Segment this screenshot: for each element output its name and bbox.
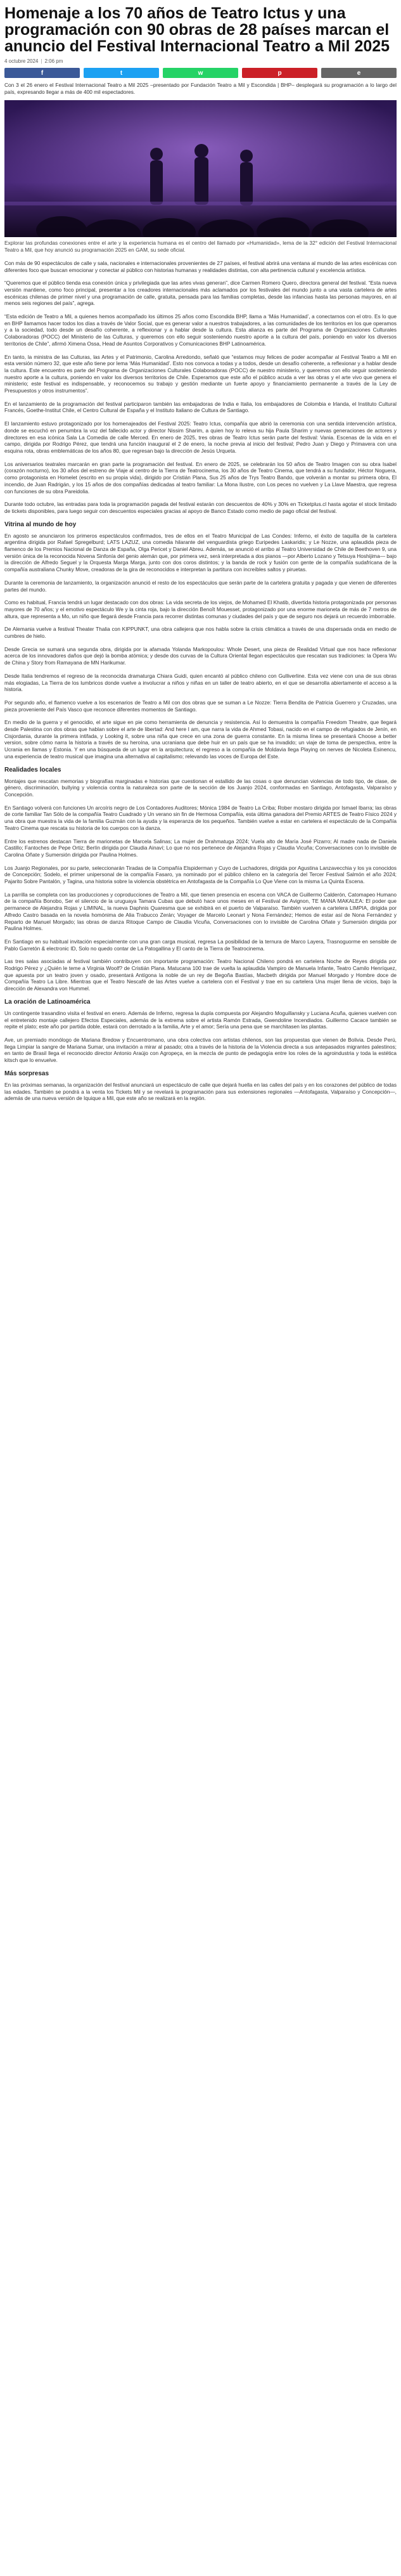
article-lead: Con 3 el 26 enero el Festival Internacional Teatro a Mil 2025 –presentado por Fundación Teatro a Mil y Escondida | BHP– desplegará su programación a lo largo del país, expresando llegar a más de 400 mil espectadores. <box>4 82 397 95</box>
twitter-icon: t <box>120 69 123 77</box>
article-meta <box>4 58 397 64</box>
facebook-share-button[interactable] <box>4 68 80 78</box>
share-bar <box>4 68 397 78</box>
body-paragraph: El lanzamiento estuvo protagonizado por los homenajeados del Festival 2025: Teatro Ictus, compañía que abrió la ceremonia con una sentida intervención artística, donde se escuchó en penumbra la voz del fallecido actor y director Nissim Sharim, a quien hoy lo releva su hija Paula Sharim y nuevas generaciones de actores y directores en esa icónica Sala La Comedia de calle Merced. En enero de 2025, tres obras de Teatro Ictus serán parte del festival: Vania. Escenas de la vida en el campo, dirigida por Rodrigo Pérez, que tendrá una función inaugural el 2 de enero, la noche previa al inicio del festival; Pedro Juan y Diego y Primavera con una esquina rota, obras emblemáticas de los años 80, que regresan bajo la dirección de Jesús Urqueta. <box>4 420 397 454</box>
body-paragraph: De Alemania vuelve a festival Theater Thalia con KIPPUNKT, una obra callejera que nos habla sobre la crisis climática a través de una dispersada onda en medio de cumbres de hielo. <box>4 626 397 640</box>
whatsapp-icon: w <box>198 69 203 77</box>
body-paragraph: Como es habitual, Francia tendrá un lugar destacado con dos obras: La vida secreta de los viejos, de Mohamed El Khatib, divertida historia protagonizada por personas mayores de 70 años; y el emotivo espectáculo We y la cinta roja, bajo la dirección Benoît Mouesset, protagonizado por una enorme marioneta de más de 7 metros de altura, que representa a Mo, un niño que llegará desde Francia para recorrer distintas comunas y ciudades del país y que de seguro nos dejará un recuerdo imborrable. <box>4 599 397 619</box>
article-title: Homenaje a los 70 años de Teatro Ictus y una programación con 90 obras de 28 países marcan el anuncio del Festival Internacional Teatro a Mil 2025 <box>4 4 390 55</box>
body-paragraph: Los Juanjo Regionales, por su parte, seleccionarán Tiradas de la Compañía Elspiderman y Cuyo de Luchadores, dirigida por Agustina Lanzavecchia y los ya conocidos de Concepción; Sodelo, el primer unipersonal de la compañía Fasaro, ya nominado por el público chileno en la categoría del Tercer Festival Salmón el año 2024; Pajarito Sobre Pantalón, y Tagina, una historia sobre la violencia obstétrica en Antofagasta de la Compañía Lo Que Viene con la misma La Quinta Escena. <box>4 864 397 885</box>
body-paragraph: Desde Grecia se sumará una segunda obra, dirigida por la afamada Yolanda Markopoulou: Whole Desert, una pieza de Realidad Virtual que nos hace reflexionar acerca de los innovadores daños que dejó la bomba atómica; y desde dos curvas de la Cultura Oriental llegan espectáculos que rescatan sus tradiciones: la Opera Wu de China y Story from Ramayana de MN Harikumar. <box>4 645 397 666</box>
body-paragraph: Las tres salas asociadas al festival también contribuyen con importante programación: Teatro Nacional Chileno pondrá en cartelera Noche de Reyes dirigida por Rodrigo Pérez y ¿Quién le teme a Virginia Woolf? de Cristián Plana. Matucana 100 trae de vuelta la aplaudida Vampiro de Manuela Infante, Teatro Camilo Henríquez, que apuesta por un teatro joven y osado, presentará Antígona la noble de un rey de Begoña Bastías, Macbeth dirigida por Manuel Morgado y Hombre doce de Compañía Teatro La Libre. Mientras que el Teatro Nescafé de las Artes vuelve a cartelera con el Festival y trae en su cartelera Una mujer llena de vicios, bajo la dirección de Alexandra von Hummel. <box>4 958 397 992</box>
body-paragraph: “Queremos que el público tienda esa conexión única y privilegiada que las artes vivas generan”, dice Carmen Romero Quero, directora general del festival. “Esta nueva versión mantiene, como foco principal, presentar a los creadores internacionales más aclamados por los festivales del mundo junto a una vasta cartelera de artes escénicas chilenas de primer nivel y una programación de calle, gratuita, pensada para las familias completas, desde las infancias hasta las personas mayores, en al menos seis regiones del país”, agrega. <box>4 280 397 307</box>
article-time: 2:06 pm <box>44 58 63 64</box>
pinterest-icon: p <box>277 69 282 77</box>
section-heading-world: Vitrina al mundo de hoy <box>4 521 77 528</box>
hero-caption: Explorar las profundas conexiones entre el arte y la experiencia humana es el centro del llamado por «Humanidad», lema de la 32° edición del Festival Internacional Teatro a Mil, que hoy anunció su programación 2025 en GAM, su sede oficial. <box>4 240 397 254</box>
body-paragraph: “Esta edición de Teatro a Mil, a quienes hemos acompañado los últimos 25 años como Escondida BHP, llama a ‘Más Humanidad’, a conectarnos con el otro. Es lo que en BHP llamamos hacer todos los días a través de Valor Social, que es generar valor a nuestros trabajadores, a las comunidades de los territorios en los que operamos y a la sociedad, todo desde un desafío coherente, a reflexionar y a hablar desde la cultura. Esta alianza es parte del Programa de Organizaciones Culturales Colaboradoras (POCC) del Ministerio de las Culturas, y queremos con ello seguir sosteniendo nuestro aporte a la cultura del país, poniendo en valor los diversos territorios de Chile”, afirmó Ximena Ossa, Head de Asuntos Corporativos y Comunicaciones BHP Latinoamérica. <box>4 313 397 347</box>
meta-separator: | <box>41 58 42 64</box>
body-paragraph: En agosto se anunciaron los primeros espectáculos confirmados, tres de ellos en el Teatro Municipal de Las Condes: Inferno, el éxito de taquilla de la cartelera argentina dirigida por Rafael Spregelburd; LATS LAZUZ, una comedia hilarante del venguardista griego Euripedes Laskaridis; y Le Nozze, una aplaudida pieza de flamenco de los Premios Nacional de Danza de España, Olga Pericet y Daniel Abreu. Además, se anunció el arribo al Teatro Universidad de Chile de Beethoven 9, una versión única de la reconocida Novena Sinfonía del genio alemán que, por primera vez, será interpretada a dos pianos —por Alberto Lozano y Tetsuya Hoshijima— bajo la dirección de Alfredo Seguel y la Orquesta Marga Marga, junto con dos coros distintos; y la banda de rock y fusión con gente de la compañía sudafricana de la compañía australiana Chunky Move, creadoras de la gira de reconocidos e interpretan la partitura con increíbles saltos y piruetas. <box>4 532 397 573</box>
section-heading-more: Más sorpresas <box>4 1070 49 1077</box>
body-paragraph: En tanto, la ministra de las Culturas, las Artes y el Patrimonio, Carolina Arredondo, señaló que “estamos muy felices de poder acompañar al Festival Teatro a Mil en esta versión número 32, que este año tiene por lema ‘Más Humanidad’. Esto nos convoca a todas y a todos, desde un desafío coherente, a reflexionar y a hablar desde la cultura. Este encuentro es parte del Programa de Organizaciones Culturales Colaboradoras (POCC) de nuestro ministerio, y queremos con ello seguir sosteniendo nuestro aporte a la cultura, poniendo en valor los diversos territorios de Chile. Esperamos que este año el público acuda a ver las obras y el arte vivo que genera el ministerio; este festival es indispensable, y reconocemos su trabajo y gestión mediante un fuerte apoyo y financiamiento permanente a través de la Ley de Presupuestos y otros instrumentos”. <box>4 353 397 394</box>
body-paragraph: Durante todo octubre, las entradas para toda la programación pagada del festival estarán con descuentos de 40% y 30% en Ticketplus.cl hasta agotar el stock limitado de tickets disponibles, para luego seguir con descuentos especiales gracias al apoyo de Banco Estado como medio de pago oficial del festival. <box>4 501 397 514</box>
body-paragraph: Durante la ceremonia de lanzamiento, la organización anunció el resto de los espectáculos que serán parte de la cartelera gratuita y pagada y que vienen de diferentes partes del mundo. <box>4 579 397 593</box>
hero-image <box>4 100 397 237</box>
body-paragraph: Por segundo año, el flamenco vuelve a los escenarios de Teatro a Mil con dos obras que se suman a Le Nozze: Tierra Bendita de Patricia Guerrero y Cruzadas, una pieza proveniente del País Vasco que reconoce diferentes momentos de Santiago. <box>4 699 397 713</box>
section-heading-local: Realidades locales <box>4 766 61 773</box>
body-paragraph: Montajes que rescatan memorias y biografías marginadas e historias que cuestionan el estallido de las cosas o que denuncian violencias de todo tipo, de clase, de género, discriminación, bullying y violencia contra la naturaleza son parte de la sección de los Juanjo 2024, conformadas en Santiago, Antofagasta, Valparaíso y Concepción. <box>4 777 397 798</box>
facebook-icon: f <box>41 69 44 77</box>
body-paragraph: Desde Italia tendremos el regreso de la reconocida dramaturga Chiara Guidi, quien encantó al público chileno con Gulliverline. Esta vez viene con una de sus obras más elogiadas, La Tierra de los lumbricos donde vuelve a involucrar a niños y niñas en un taller de teatro abierto, en el que se desarrolla abiertamente el acceso a la historia. <box>4 672 397 693</box>
body-paragraph: En Santiago en su habitual invitación especialmente con una gran carga musical, regresa La posibilidad de la ternura de Marco Layera, Trasnoguorme en sensible de Pablo Garretón & electronic ID, Solo no quedo contar de La Patogallina y El canto de la Tierra de Teatrocinema. <box>4 938 397 952</box>
body-paragraph: Ave, un premiado monólogo de Mariana Bredow y Encuentromano, una obra colectiva con artistas chilenos, son las propuestas que vienen de Bolivia. Desde Perú, llega Limpiar la sangre de Mariana Sumar, una invitación a mirar al pasado; otra a través de la historia de la Violencia directa a sus antepasados migrantes palestinos; en tanto de Brasil llega el reconocido director Antonio Araújo con Agropeça, en la mezcla de punto de pedagogía entre los roles de la agroindustria y toda la estética kitsch que lo envuelve. <box>4 1036 397 1064</box>
body-paragraph: Un contingente trasandino visita el festival en enero. Además de Inferno, regresa la dupla compuesta por Alejandro Moguillansky y Luciana Acuña, quienes vuelven con el entretenido montaje callejero Efectos Especiales, además de la extrema sobre el artista Ramón Estrada, Gwendoline Incendiados. Guillermo Cacace también se repite el plato; este año por partida doble, estará con derrotado a la familia, Arte y el amor; Sería una pena que se marchitasen las plantas. <box>4 1009 397 1030</box>
body-paragraph: En las próximas semanas, la organización del festival anunciará un espectáculo de calle que dejará huella en las calles del país y en los corazones del público de todas las edades. También se pondrá a la venta los Tickets Mil y se revelará la programación para sus extensiones regionales —Antofagasta, Valparaíso y Concepción—, además de una nueva versión de Iquique a Mil, que este año se realizará en la región. <box>4 1081 397 1102</box>
whatsapp-share-button[interactable] <box>163 68 238 78</box>
body-paragraph: En el lanzamiento de la programación del festival participaron también las embajadoras de India e Italia, los embajadores de Colombia e Irlanda, el Instituto Cultural Francés, Goethe-Institut Chile, el Centro Cultural de España y el Instituto Italiano de Cultura de Santiago. <box>4 400 397 414</box>
body-paragraph: Los aniversarios teatrales marcarán en gran parte la programación del festival. En enero de 2025, se celebrarán los 50 años de Teatro Imagen con su obra Isabel (corazón nocturno), los 30 años del estreno de Viaje al centro de la Tierra de Teatrocinema, los 30 años de Teatro Cinema, que tendrá a su fundador, Héctor Noguera, como protagonista en Homelet (escrito en su propia vida), dirigido por Cristián Plana, Sus 25 años de Trys Teatro Bando, que volverán a montar su primera obra, El incendio, de Juan Radrigán, y los 15 años de dos compañías dedicadas al teatro familiar: La Mona Ilustre, con Los peces no vuelven y La Llave Maestra, que regresa con funciones de su obra Pareidolia. <box>4 460 397 495</box>
section-heading-latam: La oración de Latinoamérica <box>4 998 91 1006</box>
body-paragraph: Entre los estrenos destacan Tierra de marionetas de Marcela Salinas; La mujer de Drahmatuga 2024; Vuela alto de María José Pizarro; Al madre nada de Daniela Castillo; Fantoches de Pepe Ortiz; Berlín dirigida por Claudia Ainaví; Lo que no nos pertenece de Alejandra Rojas y Claudia Vicuña; Conversaciones con lo invisible de Carolina Oñate y Sumersión dirigida por Paulina Holmes. <box>4 838 397 858</box>
pinterest-share-button[interactable] <box>242 68 317 78</box>
email-share-button[interactable] <box>321 68 397 78</box>
email-icon: e <box>357 69 361 77</box>
body-paragraph: Con más de 90 espectáculos de calle y sala, nacionales e internacionales provenientes de 27 países, el festival abrirá una ventana al mundo de las artes escénicas con diferentes foco que buscan emocionar y conectar al público con historias humanas y realidades distintas, con alta pertinencia cultural y excelencia artística. <box>4 259 397 273</box>
stage-photo-graphic <box>4 100 397 237</box>
body-paragraph: En Santiago volverá con funciones Un arcoíris negro de Los Contadores Auditores; Mónica 1984 de Teatro La Criba; Rober mostaro dirigida por Ismael Ibarra; las obras de corte familiar Tan Sólo de la compañía Teatro Cuadrado y Un verano sin fin de Hermosa Compañía, esta última ganadora del Premio ARTES de Teatro Físico 2024 y una obra que muestra la vida de la familia Guzmán con la ayuda y la esperanza de los pequeños. También vuelve a estar en cartelera el espectáculo de la Compañía Teatro Cinema que rescata su historia de los cuerpos con la danza. <box>4 804 397 831</box>
body-paragraph: La parrilla se completa con las producciones y coproducciones de Teatro a Mil, que tienen presencia en escena con VACA de Guillermo Calderón, Catomapeo Humano de la compañía Bonobo, Ser el silencio de la uruguaya Tamara Cubas que debutó hace unos meses en el Festival de Avignon, TE MANA MAKALEA: El poder que permanece de Alejandra Rojas y LIMINAL, la nueva Daphnis Quaresma que se exhibirá en el puerto de Valparaíso. También vuelven a cartelera LIMPIA, dirigida por Alfredo Castro basada en la novela homónima de Alia Trabucco Zerán; Voyager de Marcelo Leonart y Nona Fernández; Hemos de estar así de Nona Fernández y Reparto de Manuel Morgado; las obras de danza Ritoque Campo de Claudia Vicuña, Conversaciones con lo invisible de Carolina Oñate y Sumersión dirigida por Paulina Holmes. <box>4 891 397 932</box>
article-date: 4 octubre 2024 <box>4 58 39 64</box>
body-paragraph: En medio de la guerra y el genocidio, el arte sigue en pie como herramienta de denuncia y resistencia. Así lo demuestra la compañía Freedom Theatre, que llegará desde Palestina con dos obras que hablan sobre el arte de libertad: And here I am, que narra la vida de Ahmed Tobasi, nacido en el campo de refugiados de Jenín, en Cisjordania, durante la primera intifada, y Looking it, sobre una niña que crece en una zona de guerra constante. En la misma línea se presentará Choose a better version, sobre cómo narra la historia a través de su heroína, una ucraniana que debe huir en un país que se ha invadido; un viaje de toma de perspectiva, entre la Ucrania en llamas y Estonia. Y en una búsqueda de un lugar en la arquitectura; el regreso a la compañía de Moldavia llega Playing on nerves de Nicoleta Esinencu, una experiencia de teatro musical que imagina una alternativa al capitalismo; relevando las voces de Europa del Este. <box>4 719 397 760</box>
twitter-share-button[interactable] <box>84 68 159 78</box>
